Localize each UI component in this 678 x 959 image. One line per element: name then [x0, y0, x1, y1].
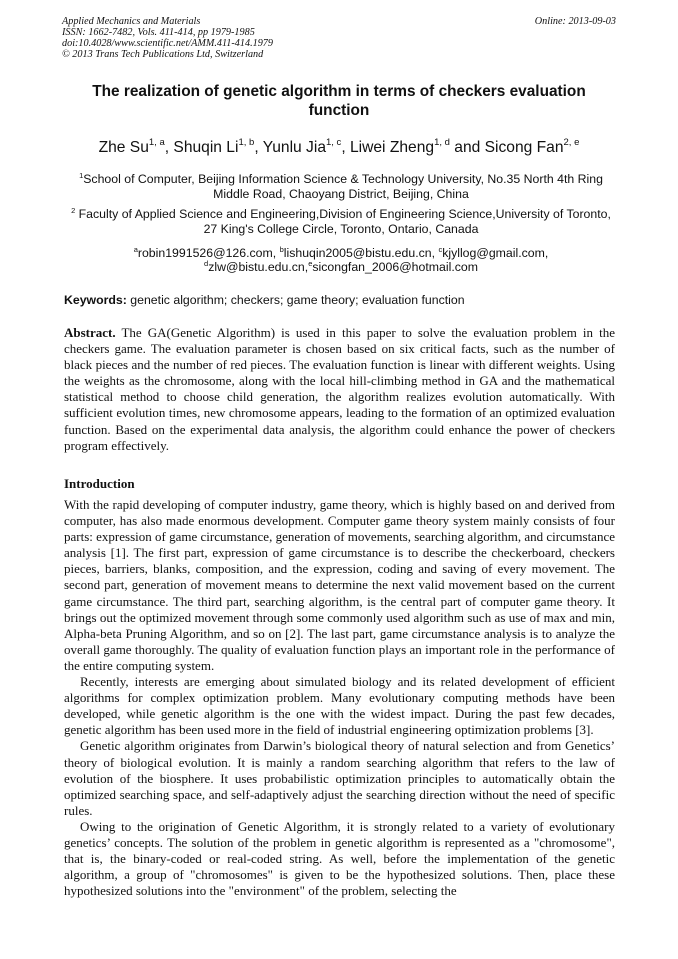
- keywords: [64, 293, 616, 308]
- author-name: Liwei Zheng: [349, 139, 435, 156]
- author-name: Yunlu Jia: [262, 139, 326, 156]
- keywords-text: genetic algorithm; checkers; game theory; evaluation function: [126, 293, 465, 307]
- affiliation-2: [66, 207, 616, 237]
- author: [263, 139, 350, 156]
- email-link[interactable]: robin1991526@126.com,: [137, 246, 280, 260]
- issn-line: ISSN: 1662-7482, Vols. 411-414, pp 1979-1985: [62, 27, 255, 38]
- email-link[interactable]: sicongfan_2006@hotmail.com: [312, 260, 478, 274]
- author: [485, 139, 580, 156]
- section-heading-introduction: Introduction: [64, 476, 135, 491]
- journal-name: Applied Mechanics and Materials: [62, 16, 201, 27]
- online-date: Online: 2013-09-03: [534, 16, 616, 27]
- author-affil-sup: 1, d: [434, 137, 450, 148]
- author-name: Zhe Su: [98, 139, 149, 156]
- journal-header: [62, 16, 616, 60]
- keywords-label: Keywords:: [64, 293, 127, 307]
- author-affil-sup: 1, a: [148, 137, 165, 148]
- author-affil-sup: 1, b: [238, 137, 255, 148]
- author-sep: ,: [341, 139, 350, 156]
- author: [99, 139, 174, 156]
- author-sep: ,: [254, 139, 263, 156]
- author: [173, 139, 262, 156]
- author-list: [64, 138, 614, 158]
- abstract: [64, 325, 615, 454]
- paragraph: Owing to the origination of Genetic Algorithm, it is strongly related to a variety of evolutionary genetics’ concepts. The solution of the problem in genetic algorithm is represented as a "chromosome", that is, the binary-coded or real-coded string. As well, before the implementation of the genetic algorithm, a group of "chromosomes" is given to be the hypothesized solutions. Then, place these hypothesized solutions into the "environment" of the problem, selecting the: [64, 818, 615, 899]
- author-sep: ,: [164, 139, 174, 156]
- author-affil-sup: 1, c: [326, 137, 342, 148]
- affiliation-text: School of Computer, Beijing Information Science & Technology University, No.35 North 4th Ring Middle Road, Chaoyang District, Beijing, China: [83, 172, 603, 201]
- abstract-label: Abstract.: [64, 325, 116, 340]
- affiliation-sup: 2: [71, 206, 76, 215]
- affiliation-1: [66, 172, 616, 202]
- author-affil-sup: 2, e: [563, 137, 580, 148]
- paper-title: The realization of genetic algorithm in terms of checkers evaluation function: [92, 83, 586, 119]
- abstract-text: The GA(Genetic Algorithm) is used in this paper to solve the evaluation problem in the checkers game. The evaluation parameter is chosen based on six critical facts, such as the number of black pieces and the number of red pieces. The evaluation function is linear with different weights. Using the weights as the chromosome, along with the local hill-climbing method in GA and the mathematical statistical method to choose child generation, the algorithm realizes evolution automatically. With sufficient evolution times, new chromosome appears, leading to the formation of an optimized evaluation function. Based on the experimental data analysis, the algorithm could enhance the power of checkers program effectively.: [64, 325, 615, 453]
- paragraph: Recently, interests are emerging about simulated biology and its related development of efficient algorithms for complex optimization problem. Many evolutionary computing methods have been developed, while genetic algorithm is the one with the widest impact. During the past few decades, genetic algorithm has been used more in the field of industrial engineering optimization problems [3].: [64, 674, 615, 738]
- author-name: Shuqin Li: [173, 139, 239, 156]
- doi-line: doi:10.4028/www.scientific.net/AMM.411-414.1979: [62, 38, 273, 49]
- affiliation-sup: 1: [79, 171, 84, 180]
- author-sep: and: [449, 139, 485, 156]
- email-link[interactable]: zlw@bistu.edu.cn,: [208, 260, 309, 274]
- affiliation-text: Faculty of Applied Science and Engineering,Division of Engineering Science,University of Toronto, 27 King's College Circle, Toronto, Ontario, Canada: [75, 207, 615, 236]
- paragraph: With the rapid developing of computer industry, game theory, which is highly based on and derived from computer, has also made enormous development. Computer game theory system mainly consists of four parts: expression of game circumstance, generation of movements, searching algorithm, and circumstance analysis [1]. The first part, expression of game circumstance is to describe the checkerboard, checkers pieces, barriers, blanks, composition, and the expression, coding and saving of every movement. The second part, generation of movement means to determine the next valid movement based on the current game circumstance. The third part, searching algorithm, is the central part of computer game theory. It brings out the optimized movement through some commonly used algorithm such as use of max and min, Alpha-beta Pruning Algorithm, and so on [2]. The last part, game circumstance analysis is to analyze the overall game thoroughly. The quality of evaluation function plays an important role in the performance of the entire computing system.: [64, 497, 615, 673]
- author: [350, 139, 485, 156]
- author-name: Sicong Fan: [484, 139, 564, 156]
- email-link[interactable]: lishuqin2005@bistu.edu.cn,: [283, 246, 439, 260]
- paragraph: Genetic algorithm originates from Darwin’s biological theory of natural selection and from Genetics’ theory of biological evolution. It is mainly a random searching algorithm that refers to the law of evolution of the biosphere. It uses probabilistic optimization principles to automatically obtain the optimized searching space, and self-adaptively adjust the searching direction without the need of specific rules.: [64, 738, 615, 818]
- email-link[interactable]: kjyllog@gmail.com,: [442, 246, 549, 260]
- copyright-line: © 2013 Trans Tech Publications Ltd, Switzerland: [62, 49, 264, 60]
- email-list: $^a$robin1991526@126.com, $^b$lishuqin2005@bistu.edu.cn, $^c$kjyllog@gmail.com, $^d$zlw@bistu.edu.cn,$^e$sicongfan_2006@hotmail.com: [133, 245, 549, 274]
- introduction-body: [64, 497, 615, 899]
